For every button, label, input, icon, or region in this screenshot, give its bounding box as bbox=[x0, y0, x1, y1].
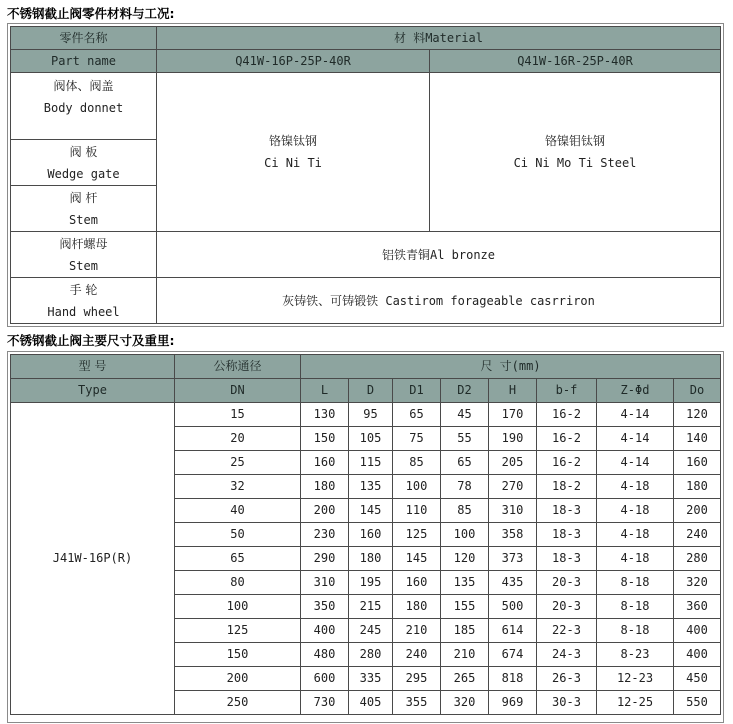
cell-dn: 80 bbox=[175, 571, 301, 595]
cell-Do: 280 bbox=[674, 547, 721, 571]
cell-Z-d: 8-18 bbox=[597, 595, 674, 619]
cell-D2: 85 bbox=[441, 499, 489, 523]
col-header-zd: Z-Φd bbox=[597, 379, 674, 403]
cell-L: 480 bbox=[301, 643, 349, 667]
cell-dn: 50 bbox=[175, 523, 301, 547]
cell-L: 180 bbox=[301, 475, 349, 499]
col-header-D: D bbox=[349, 379, 393, 403]
cell-dn: 150 bbox=[175, 643, 301, 667]
cell-D: 180 bbox=[349, 547, 393, 571]
cell-dn: 200 bbox=[175, 667, 301, 691]
cell-L: 150 bbox=[301, 427, 349, 451]
cell-D: 135 bbox=[349, 475, 393, 499]
col-header-H: H bbox=[489, 379, 537, 403]
dn-cn-header: 公称通径 bbox=[175, 355, 301, 379]
cell-Do: 180 bbox=[674, 475, 721, 499]
cell-L: 160 bbox=[301, 451, 349, 475]
cell-L: 600 bbox=[301, 667, 349, 691]
cell-L: 290 bbox=[301, 547, 349, 571]
col-header-bf: b-f bbox=[537, 379, 597, 403]
cell-D: 280 bbox=[349, 643, 393, 667]
cell-D1: 110 bbox=[393, 499, 441, 523]
cell-D1: 85 bbox=[393, 451, 441, 475]
cell-H: 435 bbox=[489, 571, 537, 595]
cell-Do: 200 bbox=[674, 499, 721, 523]
cell-Z-d: 4-14 bbox=[597, 427, 674, 451]
cell-H: 190 bbox=[489, 427, 537, 451]
model-cell: J41W-16P(R) bbox=[11, 403, 175, 715]
cell-dn: 125 bbox=[175, 619, 301, 643]
cell-D2: 55 bbox=[441, 427, 489, 451]
cell-L: 400 bbox=[301, 619, 349, 643]
cell-dn: 250 bbox=[175, 691, 301, 715]
cell-D: 115 bbox=[349, 451, 393, 475]
part-label-wedge: 阀 板 Wedge gate bbox=[11, 140, 157, 186]
cell-L: 350 bbox=[301, 595, 349, 619]
cell-D2: 100 bbox=[441, 523, 489, 547]
part-label-stem: 阀 杆 Stem bbox=[11, 186, 157, 232]
cell-Do: 320 bbox=[674, 571, 721, 595]
cell-L: 230 bbox=[301, 523, 349, 547]
cell-H: 170 bbox=[489, 403, 537, 427]
cell-b-f: 22-3 bbox=[537, 619, 597, 643]
cell-b-f: 20-3 bbox=[537, 571, 597, 595]
materials-section-title: 不锈钢截止阀零件材料与工况: bbox=[7, 6, 175, 21]
cell-L: 310 bbox=[301, 571, 349, 595]
cell-b-f: 18-3 bbox=[537, 523, 597, 547]
cell-Z-d: 8-18 bbox=[597, 619, 674, 643]
dimensions-section-title: 不锈钢截止阀主要尺寸及重里: bbox=[7, 333, 175, 348]
size-header: 尺 寸(mm) bbox=[301, 355, 721, 379]
cell-H: 969 bbox=[489, 691, 537, 715]
cell-Z-d: 4-18 bbox=[597, 523, 674, 547]
cell-dn: 20 bbox=[175, 427, 301, 451]
cell-dn: 65 bbox=[175, 547, 301, 571]
cell-D2: 135 bbox=[441, 571, 489, 595]
cell-D2: 120 bbox=[441, 547, 489, 571]
cell-Z-d: 8-18 bbox=[597, 571, 674, 595]
cell-D: 335 bbox=[349, 667, 393, 691]
col2-material-cell: 铬镍钼钛钢 Ci Ni Mo Ti Steel bbox=[430, 73, 721, 232]
cell-H: 674 bbox=[489, 643, 537, 667]
dn-en-header: DN bbox=[175, 379, 301, 403]
cell-D1: 125 bbox=[393, 523, 441, 547]
cell-H: 373 bbox=[489, 547, 537, 571]
cell-Do: 400 bbox=[674, 643, 721, 667]
cell-Do: 240 bbox=[674, 523, 721, 547]
cell-Do: 160 bbox=[674, 451, 721, 475]
cell-b-f: 26-3 bbox=[537, 667, 597, 691]
material-col2-header: Q41W-16R-25P-40R bbox=[430, 50, 721, 73]
cell-D1: 180 bbox=[393, 595, 441, 619]
cell-dn: 15 bbox=[175, 403, 301, 427]
stem-nut-material: 铝铁青铜Al bronze bbox=[157, 232, 721, 278]
cell-b-f: 24-3 bbox=[537, 643, 597, 667]
cell-D1: 210 bbox=[393, 619, 441, 643]
cell-D: 405 bbox=[349, 691, 393, 715]
cell-D1: 160 bbox=[393, 571, 441, 595]
cell-D1: 240 bbox=[393, 643, 441, 667]
cell-b-f: 16-2 bbox=[537, 451, 597, 475]
cell-b-f: 18-2 bbox=[537, 475, 597, 499]
part-name-cn-header: 零件名称 bbox=[11, 27, 157, 50]
cell-Z-d: 4-18 bbox=[597, 475, 674, 499]
type-en-header: Type bbox=[11, 379, 175, 403]
col-header-Do: Do bbox=[674, 379, 721, 403]
cell-H: 270 bbox=[489, 475, 537, 499]
table-row bbox=[11, 403, 721, 427]
cell-D: 105 bbox=[349, 427, 393, 451]
cell-D2: 45 bbox=[441, 403, 489, 427]
cell-Z-d: 8-23 bbox=[597, 643, 674, 667]
part-label-body: 阀体、阀盖 Body donnet bbox=[11, 73, 157, 140]
cell-H: 310 bbox=[489, 499, 537, 523]
cell-D2: 78 bbox=[441, 475, 489, 499]
cell-H: 614 bbox=[489, 619, 537, 643]
cell-D1: 75 bbox=[393, 427, 441, 451]
cell-Do: 360 bbox=[674, 595, 721, 619]
materials-table bbox=[10, 26, 721, 324]
cell-L: 130 bbox=[301, 403, 349, 427]
cell-D: 245 bbox=[349, 619, 393, 643]
cell-D1: 145 bbox=[393, 547, 441, 571]
cell-D2: 210 bbox=[441, 643, 489, 667]
cell-Do: 550 bbox=[674, 691, 721, 715]
cell-Do: 120 bbox=[674, 403, 721, 427]
col1-material-cell: 铬镍钛钢 Ci Ni Ti bbox=[157, 73, 430, 232]
cell-D2: 155 bbox=[441, 595, 489, 619]
part-label-hand-wheel: 手 轮 Hand wheel bbox=[11, 278, 157, 324]
dimensions-table-body bbox=[11, 403, 721, 715]
type-cn-header: 型 号 bbox=[11, 355, 175, 379]
cell-dn: 32 bbox=[175, 475, 301, 499]
cell-D1: 355 bbox=[393, 691, 441, 715]
cell-D: 95 bbox=[349, 403, 393, 427]
dimensions-table-frame bbox=[7, 351, 724, 723]
part-name-en-header: Part name bbox=[11, 50, 157, 73]
cell-D2: 265 bbox=[441, 667, 489, 691]
col-header-D1: D1 bbox=[393, 379, 441, 403]
cell-D: 215 bbox=[349, 595, 393, 619]
cell-Z-d: 4-14 bbox=[597, 451, 674, 475]
cell-D2: 185 bbox=[441, 619, 489, 643]
cell-D1: 65 bbox=[393, 403, 441, 427]
hand-wheel-material: 灰铸铁、可铸锻铁 Castirom forageable casrriron bbox=[157, 278, 721, 324]
cell-H: 358 bbox=[489, 523, 537, 547]
cell-Do: 140 bbox=[674, 427, 721, 451]
cell-Z-d: 12-25 bbox=[597, 691, 674, 715]
cell-Z-d: 12-23 bbox=[597, 667, 674, 691]
cell-b-f: 18-3 bbox=[537, 547, 597, 571]
cell-dn: 40 bbox=[175, 499, 301, 523]
part-label-stem-nut: 阀杆螺母 Stem bbox=[11, 232, 157, 278]
cell-D1: 295 bbox=[393, 667, 441, 691]
cell-L: 730 bbox=[301, 691, 349, 715]
cell-Z-d: 4-14 bbox=[597, 403, 674, 427]
cell-D2: 65 bbox=[441, 451, 489, 475]
material-col1-header: Q41W-16P-25P-40R bbox=[157, 50, 430, 73]
cell-D: 145 bbox=[349, 499, 393, 523]
cell-D: 160 bbox=[349, 523, 393, 547]
cell-b-f: 18-3 bbox=[537, 499, 597, 523]
cell-Do: 400 bbox=[674, 619, 721, 643]
cell-dn: 25 bbox=[175, 451, 301, 475]
cell-D: 195 bbox=[349, 571, 393, 595]
cell-b-f: 30-3 bbox=[537, 691, 597, 715]
material-header: 材 料Material bbox=[157, 27, 721, 50]
cell-H: 205 bbox=[489, 451, 537, 475]
materials-table-frame bbox=[7, 23, 724, 327]
dimensions-table bbox=[10, 354, 721, 715]
cell-H: 500 bbox=[489, 595, 537, 619]
cell-b-f: 20-3 bbox=[537, 595, 597, 619]
col-header-D2: D2 bbox=[441, 379, 489, 403]
cell-L: 200 bbox=[301, 499, 349, 523]
col-header-L: L bbox=[301, 379, 349, 403]
cell-D1: 100 bbox=[393, 475, 441, 499]
cell-Z-d: 4-18 bbox=[597, 499, 674, 523]
cell-Do: 450 bbox=[674, 667, 721, 691]
cell-b-f: 16-2 bbox=[537, 427, 597, 451]
cell-dn: 100 bbox=[175, 595, 301, 619]
cell-H: 818 bbox=[489, 667, 537, 691]
cell-Z-d: 4-18 bbox=[597, 547, 674, 571]
cell-b-f: 16-2 bbox=[537, 403, 597, 427]
cell-D2: 320 bbox=[441, 691, 489, 715]
